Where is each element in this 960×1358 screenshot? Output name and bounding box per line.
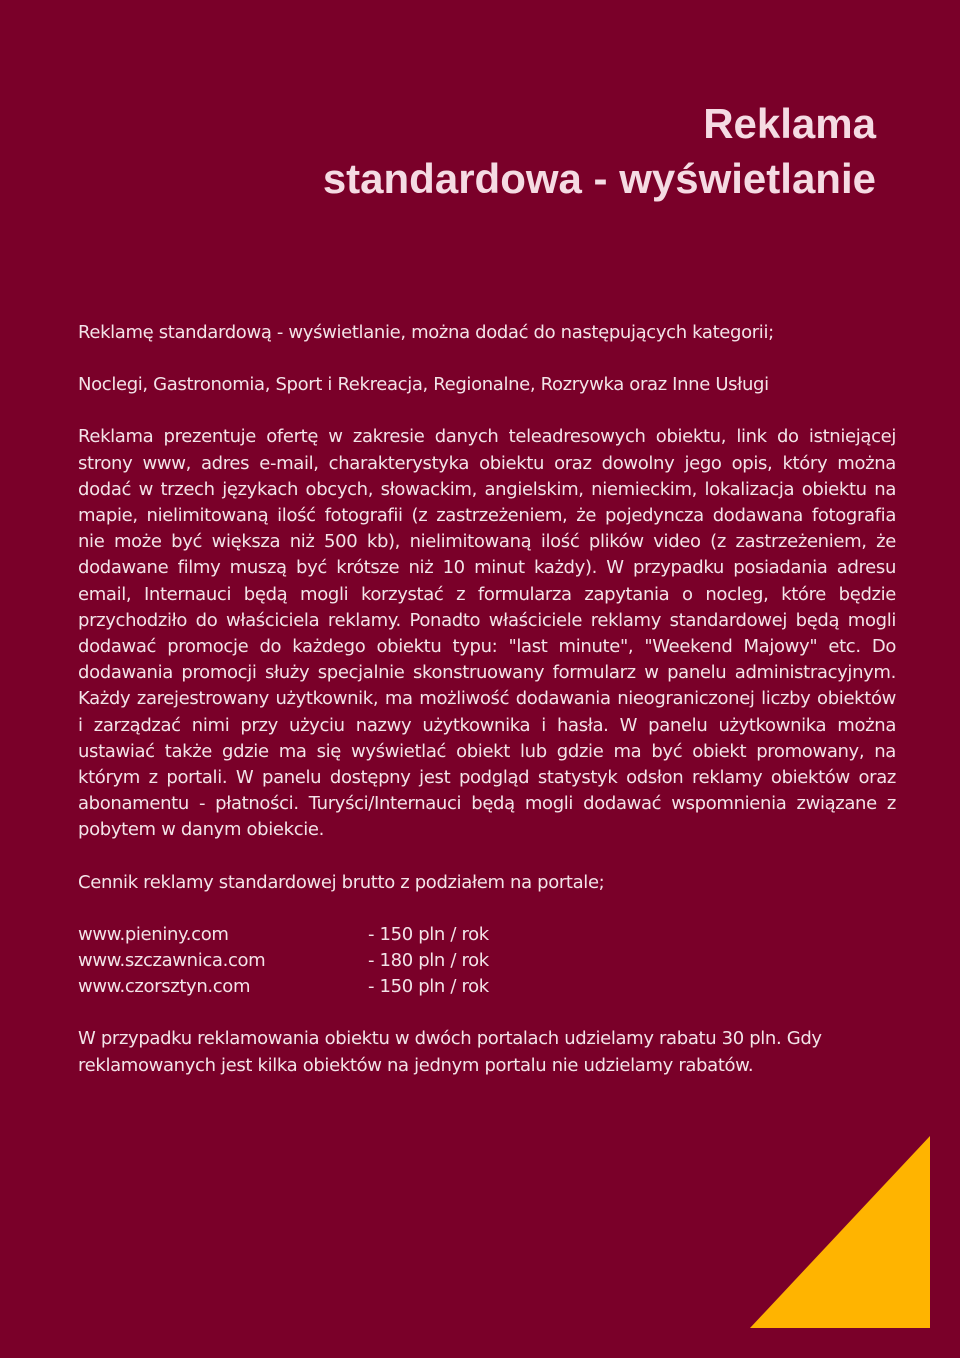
price-value: - 180 pln / rok (368, 950, 489, 972)
price-site: www.pieniny.com (78, 923, 229, 945)
title-line-2: standardowa - wyświetlanie (322, 155, 876, 202)
discount-paragraph: W przypadku reklamowania obiektu w dwóch portalach udzielamy rabatu 30 pln. Gdy reklamowanych jest kilka obiektów na jednym portalu nie udzielamy rabatów. (78, 1028, 822, 1076)
price-site: www.czorsztyn.com (78, 976, 251, 998)
description-paragraph: Reklama prezentuje ofertę w zakresie danych teleadresowych obiektu, link do istniejącej strony www, adres e-mail, charakterystyka obiektu oraz dowolny jego opis, który można dodać w trzech językach obcych, słowackim, angielskim, niemieckim, lokalizacja obiektu na mapie, nielimitowaną ilość fotografii (z zastrzeżeniem, że pojedyncza dodawana fotografia nie może być większa niż 500 kb), nielimitowaną ilość plików video (z zastrzeżeniem, że dodawane filmy muszą być krótsze niż 10 minut każdy). W przypadku posiadania adresu email, Internauci będą mogli korzystać z formularza zapytania o nocleg, które będzie przychodziło do właściciela reklamy. Ponadto właściciele reklamy standardowej będą mogli dodawać promocje do każdego obiektu typu: "last minute", "Weekend Majowy" etc. Do dodawania promocji służy specjalnie skonstruowany formularz w panelu administracyjnym. Każdy zarejestrowany użytkownik, ma możliwość dodawania nieograniczonej liczby obiektów i zarządzać nimi przy użyciu nazwy użytkownika i hasła. W panelu użytkownika można ustawiać także gdzie ma się wyświetlać obiekt lub gdzie ma być obiekt promowany, na którym z portali. W panelu dostępny jest podgląd statystyk odsłon reklamy obiektów oraz abonamentu - płatności. Turyści/Internauci będą mogli dodawać wspomnienia związane z pobytem w danym obiekcie. (78, 426, 896, 841)
corner-triangle-decoration (750, 1136, 930, 1328)
categories-paragraph: Noclegi, Gastronomia, Sport i Rekreacja, Regionalne, Rozrywka oraz Inne Usługi (78, 374, 769, 396)
intro-paragraph: Reklamę standardową - wyświetlanie, można dodać do następujących kategorii; (78, 322, 774, 343)
price-row (78, 974, 896, 1000)
pricing-intro: Cennik reklamy standardowej brutto z podziałem na portale; (78, 871, 605, 893)
price-value: - 150 pln / rok (368, 976, 489, 998)
price-value: - 150 pln / rok (368, 923, 489, 945)
price-row (78, 922, 896, 948)
title-line-1: Reklama (703, 100, 876, 147)
page-title (323, 96, 876, 206)
price-row (78, 948, 896, 974)
document-body (78, 320, 896, 1079)
price-site: www.szczawnica.com (78, 950, 266, 972)
price-list (78, 922, 896, 1001)
